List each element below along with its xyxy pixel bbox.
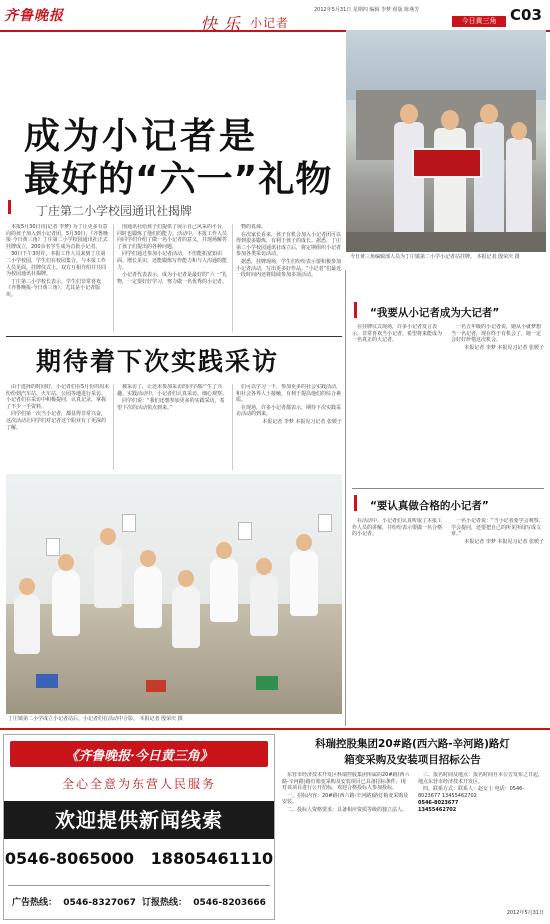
main-col2-para: 小记者代表表示，成为小记者是最好的“六一”礼物，一定要好好学习，努力做一名优秀的小记者。 <box>117 272 228 285</box>
notice-title-2: 箱变采购及安装项目招标公告 <box>344 754 481 766</box>
notice-date: 2012年5月31日 <box>506 910 544 916</box>
story2-col3-para: 在现场，许多小记者都表示，期待下次实践采访活动的到来。 <box>236 404 342 418</box>
main-col3-para: 物的真谛。 <box>241 224 267 230</box>
story2-column-3 <box>236 384 342 470</box>
side2-para: 在活动中，小记者们认真听取了本报工作人员的讲解，并纷纷表示要做一名合格的小记者。 <box>352 518 443 538</box>
story2-headline: 期待着下次实践采访 <box>36 347 280 376</box>
notice-para: 三、报名时间及地点：报名时间自本公告发布之日起，地点东营市经济技术开发区。 <box>418 772 544 785</box>
side2-byline: 本报记者 李梦 本报见习记者 张媛子 <box>464 538 544 545</box>
notice-para: 东营市经济技术开发区科瑞控股集团所属的20#路(西六路-辛河路)路灯箱变采购及安装项目已具备招标条件，现对该项目进行公开招标，欢迎合格投标人参加投标。 <box>282 772 410 792</box>
notice-para: 二、投标人资格要求：具备相应资质等级的独立法人。 <box>287 806 408 813</box>
main-photo <box>346 30 546 252</box>
masthead <box>0 0 550 35</box>
main-story-column-1 <box>6 224 110 332</box>
brand-mark: 快乐 <box>200 15 246 35</box>
kids-photo-caption: 丁庄镇第二小学成立小记者站后，小记者们在活动中合影。 本报记者 殷荣庆 摄 <box>8 716 183 722</box>
main-col3-para: 在次家长看来，孩子有机会加入小记者团可以得到很多锻炼，有利于孩子的成长。据悉，丁庄第二小学校园通讯社成立后，将定期组织小记者参加各类采访活动。 <box>236 231 342 258</box>
newspaper-logo: 齐鲁晚报 <box>4 8 64 24</box>
side1-para: 一名五年级的小记者说，她从小就梦想当一名记者，现在终于有机会了，她一定会好好珍惜这次机会。 <box>451 324 542 344</box>
main-col3-para: 据悉，挂牌现场，学生们纷纷表示要积极参加小记者活动，写出更多好作品。“小记者”们最近一段时间内还将陆续参加多项活动。 <box>236 258 342 279</box>
page-number: C03 <box>510 6 542 24</box>
ad-cta: 欢迎提供新闻线索 <box>4 801 274 839</box>
main-col2-para: 围通讯社给孩子们提供了展示自己风采的平台，同时也锻炼了他们的能力。活动中，本报工作人员向同学们介绍了做一名小记者的意义，并现场解答了孩子们提出的各种问题。 <box>117 224 228 250</box>
ad-banner-text: 《齐鲁晚报·今日黄三角》 <box>65 749 213 764</box>
side2-para: 一名小记者说：“当小记者要学会观察、学会提问，还要把自己的所见所闻写成文章。” <box>451 518 544 538</box>
main-col1-para: 丁庄第二小学校长表示，学生们非常喜欢《齐鲁晚报·今日黄三角》，尤其是小记者版块。 <box>6 278 102 298</box>
main-col2-para: 同学们通过参加小记者活动，不但能拓宽知识面、增长见识，还能锻炼写作能力和与人沟通的能力。 <box>117 251 228 271</box>
main-photo-caption: 今日黄三角编辑部人员为丁庄镇第二小学小记者站挂牌。 本报记者 殷荣庆 摄 <box>350 254 520 260</box>
story2-col2-para: 被采访了，让还未参加采访的同学都产生了兴趣。实践活动中，小记者们认真采访、细心观察。 <box>117 384 228 397</box>
edition-tab: 今日黄三角 <box>452 16 506 27</box>
notice-body <box>282 772 546 906</box>
side2-headline: “要认真做合格的小记者” <box>370 500 489 512</box>
main-headline-line2: 最好的“六一”礼物 <box>24 159 333 200</box>
date-line: 2012年5月31日 星期四 编辑 李梦 组版 陈燕芳 <box>314 7 420 13</box>
notice-para: 一、招标内容：20#路(西六路-辛河路)路灯箱变采购及安装。 <box>282 792 409 806</box>
ad-slogan: 全心全意为东营人民服务 <box>61 777 216 791</box>
story2-column-2 <box>117 384 229 470</box>
story2-col3-byline: 本报记者 李梦 本报见习记者 张媛子 <box>262 418 342 425</box>
main-story-column-3 <box>236 224 342 332</box>
notice-para: 四、联系方式：联系人：赵女士 电话：0546-8023677 13455462702 <box>418 786 525 799</box>
tender-notice <box>278 734 547 920</box>
subscription-hotline: 订报热线： 0546-8203666 <box>142 898 266 908</box>
ad-hotline: 广告热线： 0546-8327067 <box>12 898 136 908</box>
story2-col2-para: 同学们说：“我们还想参加更多的实践采访，希望下次的活动快点到来。” <box>117 398 225 411</box>
side1-byline: 本报记者 李梦 本报见习记者 张媛子 <box>464 344 544 351</box>
main-col1-para: 30日下午3时许，本报工作人员来到丁庄第二小学校园，学生们在校园集合，与本报工作人员见面。挂牌仪式上，双方互相介绍并共同为校园通讯社揭牌。 <box>6 251 107 278</box>
section-title: 小记者 <box>250 16 290 30</box>
notice-contact-mobile: 13455462702 <box>418 806 457 813</box>
plaque <box>412 148 482 178</box>
notice-contact-phone: 0546-8023677 <box>418 800 459 807</box>
side1-para: 在挂牌仪式现场，许多小记者发言表示，非常喜欢当小记者，希望将来能成为一名真正的大记者。 <box>352 324 443 344</box>
main-headline-line1: 成为小记者是 <box>24 116 259 157</box>
side1-headline: “我要从小记者成为大记者” <box>370 307 500 319</box>
ad-phones: 0546-8065000 18805461110 <box>4 849 274 868</box>
story2-col1-para: 同学们第一次当小记者，都显得非常兴奋，这次活动让同学们对记者这个职业有了更深的了解。 <box>6 411 107 431</box>
story2-column-1 <box>6 384 110 470</box>
kids-photo <box>6 474 342 714</box>
main-col1-para: 本报5月30日讯(记者 李梦) 为了让更多有意向的孩子加入到小记者团，5月30日，《齐鲁晚报·今日黄三角》丁庄第二小学校园通讯社正式挂牌成立，200余名学生成为首批小记者。 <box>6 224 109 250</box>
story2-col1-para: 由于选择的时间好，小记者们在5月份的周末纷纷到汽车站、火车站、公园等地进行采访。小记者们在采访中积极提问，认真记录，掌握了不少一手资料。 <box>6 384 110 410</box>
main-subhead: 丁庄第二小学校园通讯社揭牌 <box>36 204 193 218</box>
main-story-column-2 <box>117 224 229 332</box>
notice-title-1: 科瑞控股集团20#路(西六路-辛河路)路灯 <box>315 738 510 750</box>
news-tip-ad <box>3 734 275 920</box>
side2-body <box>352 518 544 722</box>
side1-body <box>352 324 544 482</box>
story2-col3-para: 们可以学习一下，参加更多的社会实践活动，和社会各界人士接触，有利于提高他们的综合素质。 <box>236 384 342 404</box>
ad-banner <box>10 741 268 767</box>
